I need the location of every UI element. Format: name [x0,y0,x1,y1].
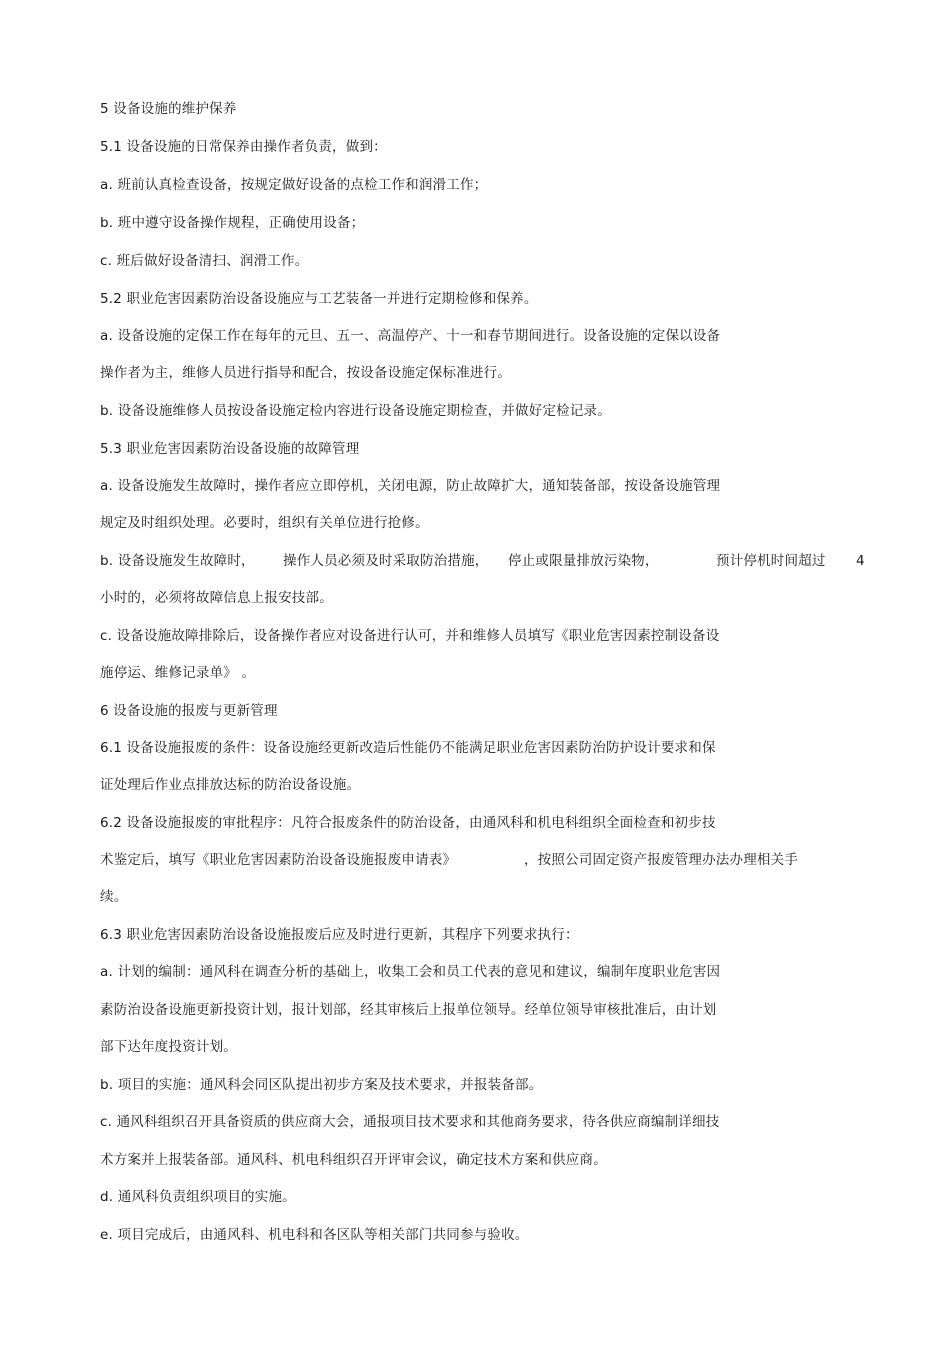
clause-6-2-line2 [100,851,830,869]
clause-6-3: 6.3 职业危害因素防治设备设施报废后应及时进行更新，其程序下列要求执行： [100,927,579,943]
clause-6-3-d: d. 通风科负责组织项目的实施。 [100,1189,296,1205]
clause-5-3-b-part3: 停止或限量排放污染物， [508,553,659,569]
clause-6-3-b: b. 项目的实施：通风科会同区队提出初步方案及技术要求，并报装备部。 [100,1077,543,1093]
clause-6-2-line3: 续。 [100,889,128,905]
clause-5-3-b-line1 [100,552,870,570]
clause-6-3-c-line1: c. 通风科组织召开具备资质的供应商大会，通报项目技术要求和其他商务要求，待各供应商编制详细技 [100,1114,720,1130]
clause-6-3-e: e. 项目完成后，由通风科、机电科和各区队等相关部门共同参与验收。 [100,1227,529,1243]
clause-6-2-part2: ，按照公司固定资产报废管理办法办理相关手 [524,852,798,868]
clause-6-3-a-line1: a. 计划的编制：通风科在调查分析的基础上，收集工会和员工代表的意见和建议，编制年度职业危害因 [100,964,721,980]
section-heading-6: 6 设备设施的报废与更新管理 [100,703,278,719]
clause-5-3-c-line1: c. 设备设施故障排除后，设备操作者应对设备进行认可，并和维修人员填写《职业危害因素控制设备设 [100,628,720,644]
clause-5-2: 5.2 职业危害因素防治设备设施应与工艺装备一并进行定期检修和保养。 [100,291,538,307]
clause-5-1: 5.1 设备设施的日常保养由操作者负责，做到： [100,139,387,155]
clause-5-2-a-line2: 操作者为主，维修人员进行指导和配合，按设备设施定保标准进行。 [100,365,511,381]
clause-5-2-b: b. 设备设施维修人员按设备设施定检内容进行设备设施定期检查，并做好定检记录。 [100,403,611,419]
clause-5-3-b-part5: 4 [856,553,865,569]
clause-6-2-line1: 6.2 设备设施报废的审批程序：凡符合报废条件的防治设备，由通风科和机电科组织全面检查和初步技 [100,815,716,831]
clause-5-3-c-line2: 施停运、维修记录单》 。 [100,665,256,681]
clause-5-3: 5.3 职业危害因素防治设备设施的故障管理 [100,441,360,457]
clause-6-3-a-line2: 素防治设备设施更新投资计划，报计划部，经其审核后上报单位领导。经单位领导审核批准后，由计划 [100,1002,717,1018]
clause-5-3-b-part4: 预计停机时间超过 [716,553,826,569]
clause-5-1-b: b. 班中遵守设备操作规程，正确使用设备； [100,215,365,231]
clause-5-1-a: a. 班前认真检查设备，按规定做好设备的点检工作和润滑工作； [100,177,488,193]
clause-6-1-line1: 6.1 设备设施报废的条件：设备设施经更新改造后性能仍不能满足职业危害因素防治防护设计要求和保 [100,740,716,756]
clause-6-3-c-line2: 术方案并上报装备部。通风科、机电科组织召开评审会议，确定技术方案和供应商。 [100,1152,607,1168]
clause-6-3-a-line3: 部下达年度投资计划。 [100,1039,237,1055]
clause-5-3-b-part2: 操作人员必须及时采取防治措施， [283,553,489,569]
section-heading-5: 5 设备设施的维护保养 [100,101,237,117]
clause-6-2-part1: 术鉴定后，填写《职业危害因素防治设备设施报废申请表》 [100,852,457,868]
clause-6-1-line2: 证处理后作业点排放达标的防治设备设施。 [100,777,361,793]
clause-5-3-b-part1: b. 设备设施发生故障时， [100,553,255,569]
clause-5-3-b-line2: 小时的，必须将故障信息上报安技部。 [100,590,333,606]
clause-5-3-a-line2: 规定及时组织处理。必要时，组织有关单位进行抢修。 [100,515,429,531]
clause-5-1-c: c. 班后做好设备清扫、润滑工作。 [100,253,309,269]
clause-5-3-a-line1: a. 设备设施发生故障时，操作者应立即停机，关闭电源，防止故障扩大，通知装备部，按设备设施管理 [100,478,721,494]
clause-5-2-a-line1: a. 设备设施的定保工作在每年的元旦、五一、高温停产、十一和春节期间进行。设备设施的定保以设备 [100,328,721,344]
